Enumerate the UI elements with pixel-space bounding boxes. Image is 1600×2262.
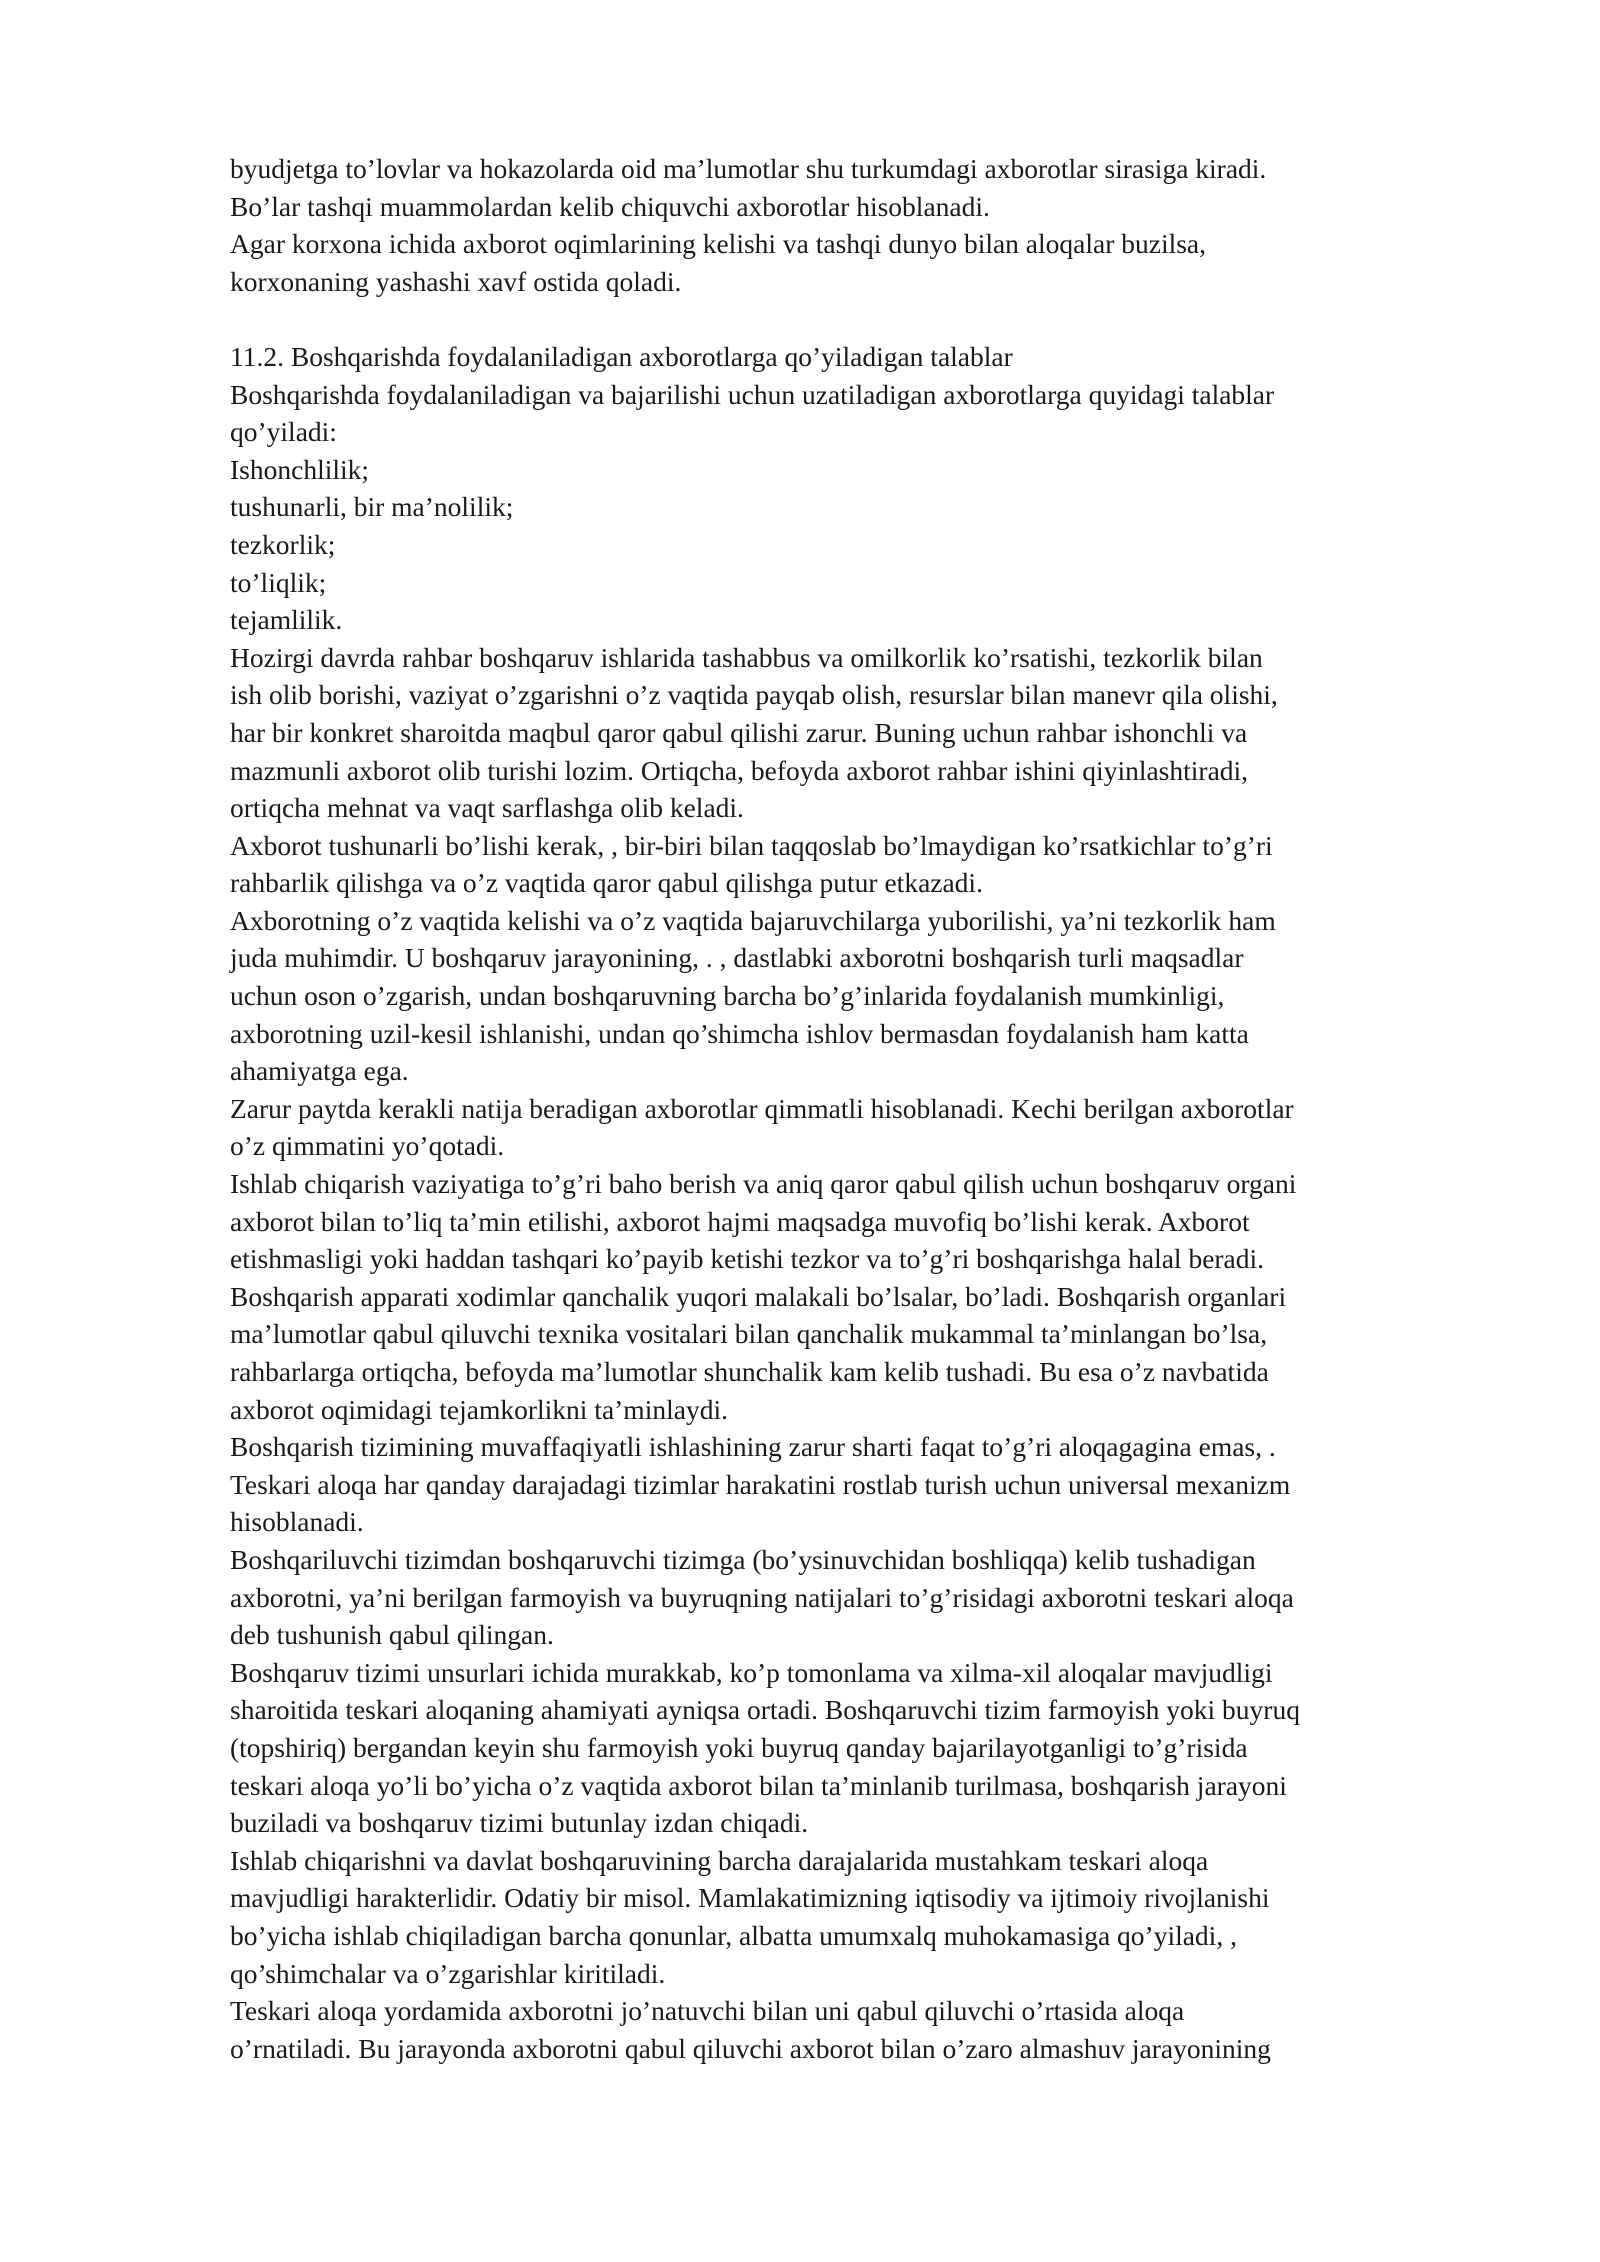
text-line: Zarur paytda kerakli natija beradigan axborotlar qimmatli hisoblanadi. Kechi berilgan axborotlar [230,1092,1294,1124]
text-line: Boshqariluvchi tizimdan boshqaruvchi tizimga (bo’ysinuvchidan boshliqqa) kelib tushadigan [230,1543,1256,1575]
text-line: korxonaning yashashi xavf ostida qoladi. [230,265,682,297]
text-line: mazmunli axborot olib turishi lozim. Ortiqcha, befoyda axborot rahbar ishini qiyinlashtiradi, [230,754,1249,786]
text-line: Ishlab chiqarish vaziyatiga to’g’ri baho berish va aniq qaror qabul qilish uchun boshqaruv organi [230,1168,1297,1200]
text-line: deb tushunish qabul qilingan. [230,1619,554,1651]
text-line: Ishlab chiqarishni va davlat boshqaruvining barcha darajalarida mustahkam teskari aloqa [230,1844,1209,1876]
text-line: axborotning uzil-kesil ishlanishi, undan qo’shimcha ishlov bermasdan foydalanish ham katta [230,1017,1249,1049]
list-item: Ishonchlilik; [230,453,370,485]
text-line: mavjudligi harakterlidir. Odatiy bir misol. Mamlakatimizning iqtisodiy va ijtimoiy rivojlanishi [230,1882,1270,1914]
text-line: qo’shimchalar va o’zgarishlar kiritiladi. [230,1957,666,1989]
text-line: Bo’lar tashqi muammolardan kelib chiquvchi axborotlar hisoblanadi. [230,190,990,222]
text-line: ma’lumotlar qabul qiluvchi texnika vositalari bilan qanchalik mukammal ta’minlangan bo’lsa, [230,1318,1268,1350]
text-line: juda muhimdir. U boshqaruv jarayonining, . , dastlabki axborotni boshqarish turli maqsadlar [230,942,1244,974]
text-line: byudjetga to’lovlar va hokazolarda oid ma’lumotlar shu turkumdagi axborotlar sirasiga kiradi. [230,153,1267,184]
text-line: sharoitida teskari aloqaning ahamiyati ayniqsa ortadi. Boshqaruvchi tizim farmoyish yoki buyruq [230,1694,1300,1726]
section-heading: 11.2. Boshqarishda foydalaniladigan axborotlarga qo’yiladigan talablar [230,340,1013,372]
text-line: bo’yicha ishlab chiqiladigan barcha qonunlar, albatta umumxalq muhokamasiga qo’yiladi, , [230,1919,1237,1951]
text-line: o’rnatiladi. Bu jarayonda axborotni qabul qiluvchi axborot bilan o’zaro almashuv jarayonining [230,2032,1271,2064]
document-body [230,150,1530,2105]
text-line: uchun oson o’zgarish, undan boshqaruvning barcha bo’g’inlarida foydalanish mumkinligi, [230,980,1225,1012]
text-line: Hozirgi davrda rahbar boshqaruv ishlarida tashabbus va omilkorlik ko’rsatishi, tezkorlik bilan [230,641,1263,673]
text-line: Agar korxona ichida axborot oqimlarining kelishi va tashqi dunyo bilan aloqalar buzilsa, [230,228,1207,260]
text-line: axborot bilan to’liq ta’min etilishi, axborot hajmi maqsadga muvofiq bo’lishi kerak. Axborot [230,1205,1250,1237]
text-line: axborot oqimidagi tejamkorlikni ta’minlaydi. [230,1393,728,1425]
blank-line [230,300,1530,338]
text-line: Boshqaruv tizimi unsurlari ichida murakkab, ko’p tomonlama va xilma-xil aloqalar mavjudligi [230,1656,1273,1688]
text-line: ortiqcha mehnat va vaqt sarflashga olib keladi. [230,792,744,824]
text-line: Boshqarish apparati xodimlar qanchalik yuqori malakali bo’lsalar, bo’ladi. Boshqarish organlari [230,1280,1287,1312]
list-item: tushunarli, bir ma’nolilik; [230,491,514,523]
text-line [230,2067,1530,2105]
text-line: teskari aloqa yo’li bo’yicha o’z vaqtida axborot bilan ta’minlanib turilmasa, boshqarish jarayoni [230,1769,1287,1801]
text-line: Boshqarish tizimining muvaffaqiyatli ishlashining zarur sharti faqat to’g’ri aloqagagina emas, . [230,1431,1276,1463]
text-line: (topshiriq) bergandan keyin shu farmoyish yoki buyruq qanday bajarilayotganligi to’g’risida [230,1731,1248,1763]
text-line: ish olib borishi, vaziyat o’zgarishni o’z vaqtida payqab olish, resurslar bilan manevr qila olishi, [230,679,1278,711]
text-line: ahamiyatga ega. [230,1055,409,1087]
text-line: o’z qimmatini yo’qotadi. [230,1130,505,1162]
text-line: Boshqarishda foydalaniladigan va bajarilishi uchun uzatiladigan axborotlarga quyidagi talablar [230,378,1275,410]
text-line: Axborotning o’z vaqtida kelishi va o’z vaqtida bajaruvchilarga yuborilishi, ya’ni tezkorlik ham [230,904,1276,936]
text-line: Teskari aloqa har qanday darajadagi tizimlar harakatini rostlab turish uchun universal mexanizm [230,1468,1291,1500]
text-line: har bir konkret sharoitda maqbul qaror qabul qilishi zarur. Buning uchun rahbar ishonchli va [230,716,1248,748]
text-line: Teskari aloqa yordamida axborotni jo’natuvchi bilan uni qabul qiluvchi o’rtasida aloqa [230,1995,1185,2027]
list-item: tejamlilik. [230,604,343,636]
text-line: axborotni, ya’ni berilgan farmoyish va buyruqning natijalari to’g’risidagi axborotni teskari aloqa [230,1581,1294,1613]
text-line: etishmasligi yoki haddan tashqari ko’payib ketishi tezkor va to’g’ri boshqarishga halal beradi. [230,1243,1265,1275]
text-line: rahbarlik qilishga va o’z vaqtida qaror qabul qilishga putur etkazadi. [230,867,983,899]
text-line: buziladi va boshqaruv tizimi butunlay izdan chiqadi. [230,1807,809,1839]
list-item: tezkorlik; [230,528,336,560]
text-line: Axborot tushunarli bo’lishi kerak, , bir-biri bilan taqqoslab bo’lmaydigan ko’rsatkichlar to’g’ri [230,829,1273,861]
text-line: rahbarlarga ortiqcha, befoyda ma’lumotlar shunchalik kam kelib tushadi. Bu esa o’z navbatida [230,1356,1269,1387]
text-line: qo’yiladi: [230,416,337,448]
list-item: to’liqlik; [230,566,327,598]
text-line: hisoblanadi. [230,1506,364,1538]
